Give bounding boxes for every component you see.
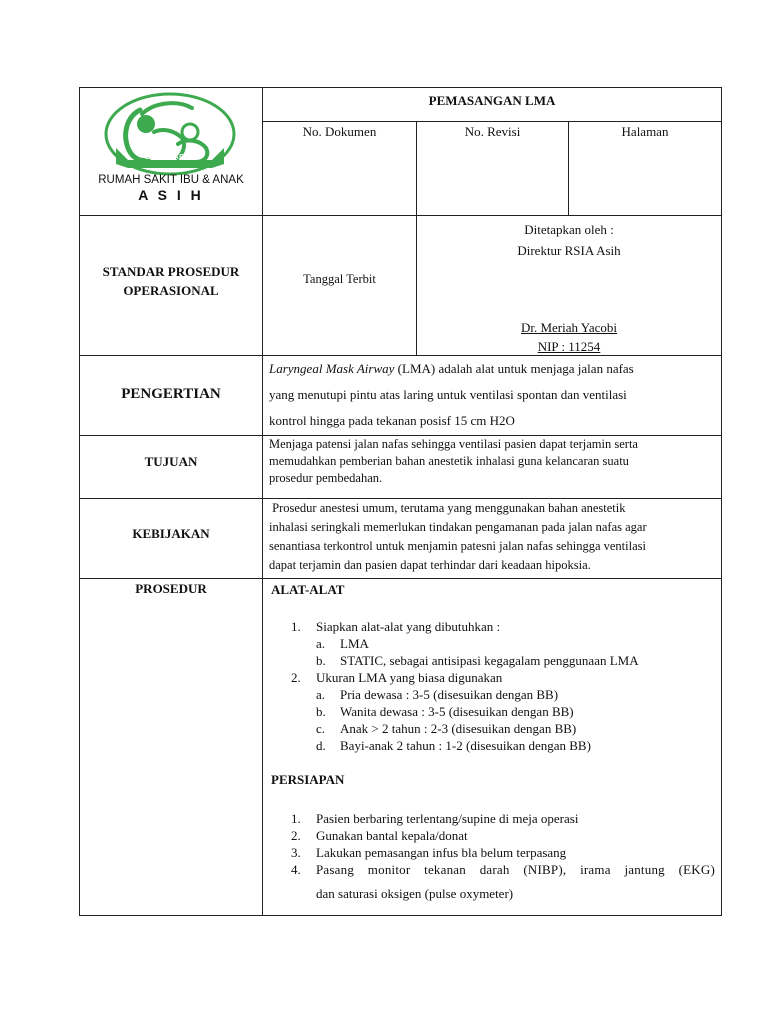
list-marker: b. [316, 653, 326, 668]
list-text: Pasien berbaring terlentang/supine di meja operasi [316, 811, 579, 826]
list-item [291, 737, 639, 754]
signer-nip: NIP : 11254 [537, 339, 601, 354]
no-dokumen-label: No. Dokumen [302, 124, 377, 139]
list-text: Ukuran LMA yang biasa digunakan [316, 670, 503, 685]
sop-label [80, 262, 262, 300]
list-item [291, 686, 639, 703]
logo-line1: RUMAH SAKIT IBU & ANAK [98, 174, 244, 186]
list-marker: a. [316, 636, 326, 651]
pengertian-text [269, 356, 715, 434]
list-text: Siapkan alat-alat yang dibutuhkan : [316, 619, 501, 634]
list-marker: c. [316, 721, 326, 736]
tujuan-line: memudahkan pemberian bahan anestetik inhalasi guna kelancaran suatu [269, 454, 629, 468]
list-item [291, 703, 639, 720]
tujuan-label: TUJUAN [144, 454, 198, 469]
kebijakan-line: senantiasa terkontrol untuk menjamin patesni jalan nafas sehingga ventilasi [269, 539, 646, 553]
list-text: Gunakan bantal kepala/donat [316, 828, 468, 843]
document-title: PEMASANGAN LMA [428, 93, 556, 108]
list-item [291, 635, 639, 652]
persiapan-list [291, 810, 715, 878]
alat-heading: ALAT-ALAT [271, 582, 345, 597]
list-text: Pasang monitor tekanan darah (NIBP), irama jantung (EKG) [316, 862, 715, 877]
kebijakan-text [269, 499, 719, 575]
tanggal-terbit-label: Tanggal Terbit [303, 272, 376, 286]
logo-banner: BALIKPAPAN [145, 154, 195, 161]
kebijakan-line: inhalasi seringkali memerlukan tindakan pengamanan pada jalan nafas agar [269, 520, 647, 534]
list-marker: 1. [291, 811, 301, 826]
kebijakan-label: KEBIJAKAN [132, 526, 210, 541]
ditetapkan-label: Ditetapkan oleh : [524, 222, 614, 237]
list-text: Bayi-anak 2 tahun : 1-2 (disesuikan dengan BB) [340, 738, 591, 753]
halaman-label: Halaman [621, 124, 669, 139]
list-marker: 2. [291, 828, 301, 843]
pengertian-line1: (LMA) adalah alat untuk menjaga jalan nafas [394, 361, 634, 376]
pengertian-term: Laryngeal Mask Airway [269, 361, 395, 376]
signer-name: Dr. Meriah Yacobi [520, 320, 618, 335]
tujuan-text [269, 436, 719, 487]
pengertian-label: PENGERTIAN [121, 386, 221, 402]
list-item [291, 844, 715, 861]
logo-line2: A S I H [138, 187, 204, 203]
no-revisi-label: No. Revisi [464, 124, 521, 139]
pengertian-line2: yang menutupi pintu atas laring untuk ventilasi spontan dan ventilasi [269, 387, 627, 402]
persiapan-heading: PERSIAPAN [271, 772, 345, 787]
list-text: Wanita dewasa : 3-5 (disesuikan dengan BB) [340, 704, 574, 719]
list-marker: 1. [291, 619, 301, 634]
list-marker: a. [316, 687, 326, 702]
list-text: Lakukan pemasangan infus bla belum terpasang [316, 845, 567, 860]
list-text: LMA [340, 636, 369, 651]
prosedur-label: PROSEDUR [135, 581, 207, 596]
list-marker: 2. [291, 670, 301, 685]
list-item [291, 861, 715, 878]
pengertian-line3: kontrol hingga pada tekanan posisf 15 cm H2O [269, 413, 515, 428]
list-marker: 4. [291, 862, 301, 877]
list-marker: b. [316, 704, 326, 719]
list-item [291, 652, 639, 669]
list-item [291, 618, 639, 635]
tujuan-line: Menjaga patensi jalan nafas sehingga ventilasi pasien dapat terjamin serta [269, 437, 638, 451]
sop-label-line1: STANDAR PROSEDUR [102, 264, 240, 279]
list-item [291, 810, 715, 827]
list-item [291, 827, 715, 844]
list-text: Anak > 2 tahun : 2-3 (disesuikan dengan BB) [340, 721, 577, 736]
list-text: Pria dewasa : 3-5 (disesuikan dengan BB) [340, 687, 559, 702]
list-marker: d. [316, 738, 326, 753]
kebijakan-line: Prosedur anestesi umum, terutama yang menggunakan bahan anestetik [269, 501, 626, 515]
kebijakan-line: dapat terjamin dan pasien dapat terhindar dari keadaan hipoksia. [269, 558, 591, 572]
list-text: STATIC, sebagai antisipasi kegagalam penggunaan LMA [340, 653, 639, 668]
sop-label-line2: OPERASIONAL [123, 283, 219, 298]
list-item [291, 720, 639, 737]
direktur-label: Direktur RSIA Asih [517, 243, 621, 258]
list-marker: 3. [291, 845, 301, 860]
alat-list [291, 618, 639, 754]
tujuan-line: prosedur pembedahan. [269, 471, 383, 485]
persiapan-item4-cont: dan saturasi oksigen (pulse oxymeter) [316, 886, 514, 901]
hospital-logo [82, 88, 260, 214]
list-item [291, 669, 639, 686]
